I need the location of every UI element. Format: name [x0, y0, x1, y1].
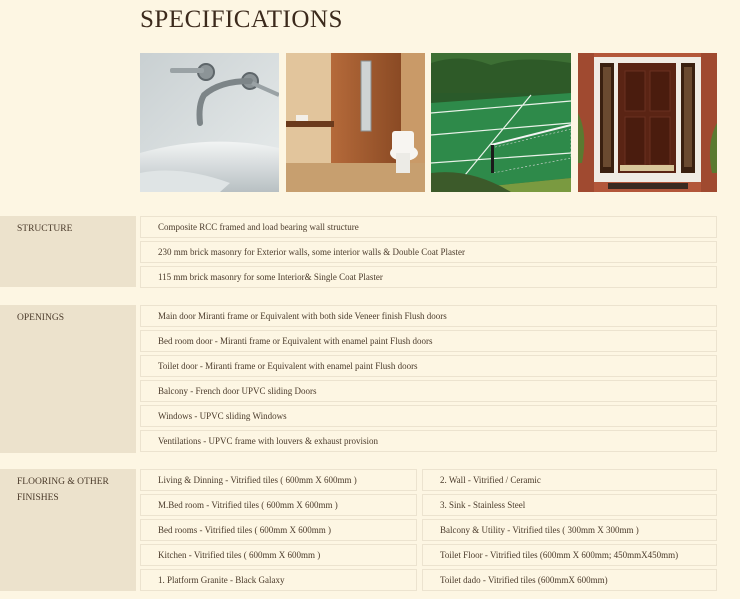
- list-item: Bed rooms - Vitrified tiles ( 600mm X 600mm ): [140, 519, 417, 541]
- page-title: SPECIFICATIONS: [140, 6, 343, 33]
- list-item: Living & Dinning - Vitrified tiles ( 600mm X 600mm ): [140, 469, 417, 491]
- list-item: Toilet door - Miranti frame or Equivalent with enamel paint Flush doors: [140, 355, 717, 377]
- list-item: Ventilations - UPVC frame with louvers & exhaust provision: [140, 430, 717, 452]
- list-item: 2. Wall - Vitrified / Ceramic: [422, 469, 717, 491]
- list-item: M.Bed room - Vitrified tiles ( 600mm X 600mm ): [140, 494, 417, 516]
- list-item: 115 mm brick masonry for some Interior& Single Coat Plaster: [140, 266, 717, 288]
- list-item: Toilet dado - Vitrified tiles (600mmX 600mm): [422, 569, 717, 591]
- bathroom-shower-photo: [286, 53, 425, 192]
- list-item: 3. Sink - Stainless Steel: [422, 494, 717, 516]
- list-item: 230 mm brick masonry for Exterior walls, some interior walls & Double Coat Plaster: [140, 241, 717, 263]
- list-item: 1. Platform Granite - Black Galaxy: [140, 569, 417, 591]
- list-item: Balcony - French door UPVC sliding Doors: [140, 380, 717, 402]
- list-item: Composite RCC framed and load bearing wall structure: [140, 216, 717, 238]
- list-item: Toilet Floor - Vitrified tiles (600mm X 600mm; 450mmX450mm): [422, 544, 717, 566]
- list-item: Bed room door - Miranti frame or Equivalent with enamel paint Flush doors: [140, 330, 717, 352]
- list-item: Windows - UPVC sliding Windows: [140, 405, 717, 427]
- wall-faucet-photo: [140, 53, 279, 192]
- list-item: Main door Miranti frame or Equivalent with both side Veneer finish Flush doors: [140, 305, 717, 327]
- section-label-structure: STRUCTURE: [0, 216, 136, 287]
- main-door-photo: [578, 53, 717, 192]
- list-item: Balcony & Utility - Vitrified tiles ( 300mm X 300mm ): [422, 519, 717, 541]
- list-item: Kitchen - Vitrified tiles ( 600mm X 600mm ): [140, 544, 417, 566]
- tennis-court-photo: [431, 53, 571, 192]
- section-label-openings: OPENINGS: [0, 305, 136, 453]
- section-label-flooring: FLOORING & OTHER FINISHES: [0, 469, 136, 591]
